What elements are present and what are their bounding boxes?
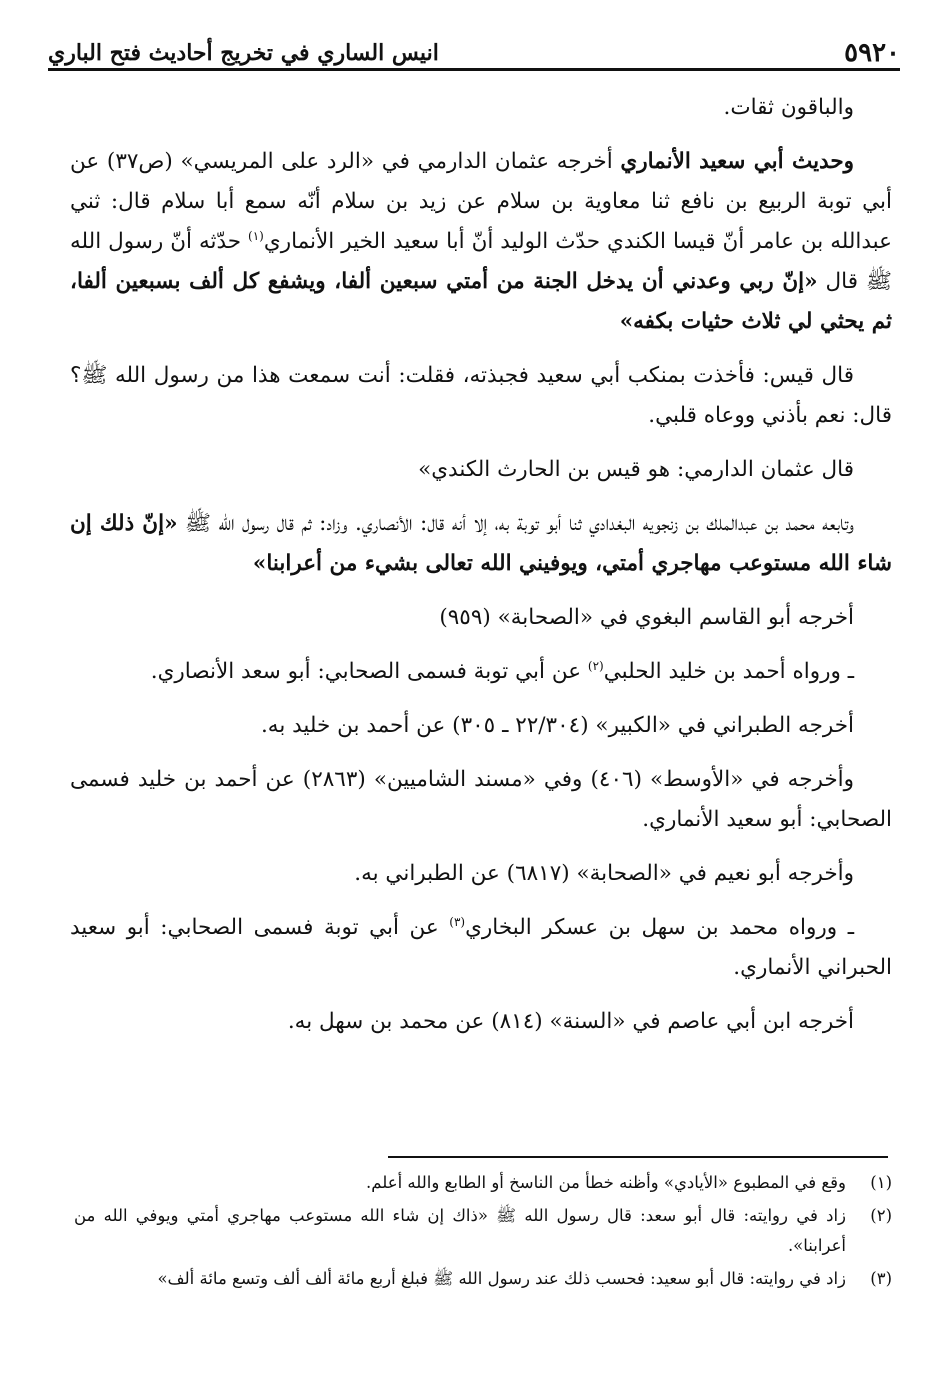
text-run: وتابعه محمد بن عبدالملك بن زنجويه البغدادي ثنا أبو توبة به، إلا أنه قال: الأنصاري. وزاد: ثم قال رسول الله ﷺ [177, 511, 854, 536]
header-rule [48, 68, 900, 71]
text-run: حدّثه أنّ رسول الله ﷺ قال [70, 229, 892, 294]
footnote-number: (١) [870, 1173, 892, 1192]
footnote-ref: (٣) [449, 914, 466, 929]
footnote [74, 1168, 892, 1198]
footnotes [74, 1168, 892, 1297]
text-run: وأخرجه في «الأوسط» (٤٠٦) وفي «مسند الشاميين» (٢٨٦٣) عن أحمد بن خليد فسمى الصحابي: أبو سعيد الأنماري. [70, 767, 892, 832]
running-title: انيس الساري في تخريج أحاديث فتح الباري [48, 40, 439, 66]
footnote-ref: (١) [248, 228, 264, 243]
bold-text: «إنّ ذلك إن شاء الله مستوعب مهاجري أمتي، ويوفيني الله تعالى بشيء من أعرابنا» [70, 511, 892, 576]
paragraph [70, 356, 892, 436]
paragraph [70, 854, 892, 894]
footnote-number: (٣) [870, 1269, 892, 1288]
text-run: وأخرجه أبو نعيم في «الصحابة» (٦٨١٧) عن الطبراني به. [354, 861, 854, 886]
paragraph [70, 450, 892, 490]
footnote-text: زاد في روايته: قال أبو سعد: قال رسول الله ﷺ «ذاك إن شاء الله مستوعب مهاجري أمتي ويوفي الله من أعرابنا». [74, 1206, 846, 1255]
paragraph [70, 1002, 892, 1042]
page-number: ٥٩٢٠ [844, 38, 900, 68]
text-run: عن أبي توبة فسمى الصحابي: أبو سعد الأنصاري. [150, 659, 588, 684]
paragraph [70, 760, 892, 840]
paragraph [70, 88, 892, 128]
text-run: أخرجه عثمان الدارمي في «الرد على المريسي» (ص٣٧) عن أبي توبة الربيع بن نافع ثنا معاوية بن سلام عن زيد بن سلام أنّه سمع أبا سلام قال: ثني عبدالله بن عامر أنّ قيسا الكندي حدّث الوليد أنّ أبا سعيد الخير الأنماري [70, 149, 893, 254]
paragraph [70, 652, 892, 692]
text-run: ـ ورواه محمد بن سهل بن عسكر البخاري [465, 915, 854, 940]
page-header [48, 30, 900, 70]
footnote-separator [388, 1156, 888, 1158]
paragraph [70, 706, 892, 746]
paragraph [70, 598, 892, 638]
text-run: ـ ورواه أحمد بن خليد الحلبي [603, 659, 854, 684]
footnote-text: زاد في روايته: قال أبو سعيد: فحسب ذلك عند رسول الله ﷺ فبلغ أربع مائة ألف ألف وتسع مائة ألف» [157, 1269, 846, 1288]
paragraph [70, 908, 892, 988]
bold-text: وحديث أبي سعيد الأنماري [620, 149, 855, 174]
paragraph [70, 504, 892, 584]
footnote-ref: (٢) [587, 658, 604, 673]
footnote-number: (٢) [870, 1206, 892, 1225]
paragraph [70, 142, 892, 342]
text-run: أخرجه ابن أبي عاصم في «السنة» (٨١٤) عن محمد بن سهل به. [287, 1009, 854, 1034]
bold-text: «إنّ ربي وعدني أن يدخل الجنة من أمتي سبعين ألفا، ويشفع كل ألف بسبعين ألفا، ثم يحثي لي ثلاث حثيات بكفه» [70, 269, 892, 334]
text-run: والباقون ثقات. [723, 95, 854, 120]
footnote [74, 1264, 892, 1294]
text-run: أخرجه الطبراني في «الكبير» (٢٢/٣٠٤ ـ ٣٠٥) عن أحمد بن خليد به. [260, 713, 854, 738]
text-run: عن أبي توبة فسمى الصحابي: أبو سعيد الحبراني الأنماري. [70, 915, 892, 980]
footnote [74, 1201, 892, 1261]
footnote-text: وقع في المطبوع «الأيادي» وأظنه خطأ من الناسخ أو الطابع والله أعلم. [366, 1173, 846, 1192]
text-run: قال قيس: فأخذت بمنكب أبي سعيد فجبذته، فقلت: أنت سمعت هذا من رسول الله ﷺ؟ قال: نعم بأذني ووعاه قلبي. [70, 363, 892, 428]
text-run: أخرجه أبو القاسم البغوي في «الصحابة» (٩٥٩) [439, 605, 854, 630]
text-run: قال عثمان الدارمي: هو قيس بن الحارث الكندي» [418, 457, 854, 482]
main-text [70, 88, 892, 1056]
